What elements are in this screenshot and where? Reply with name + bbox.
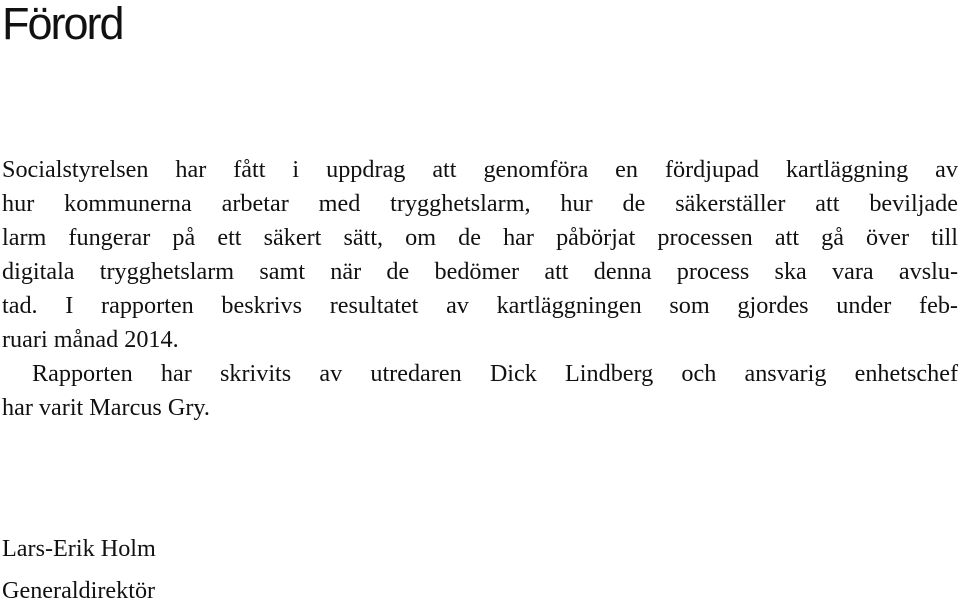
text-line: larm fungerar på ett säkert sätt, om de har påbörjat processen att gå över till [2, 224, 958, 251]
signatory-name: Lars-Erik Holm [2, 535, 156, 562]
text-line: tad. I rapporten beskrivs resultatet av kartläggningen som gjordes under feb- [2, 292, 958, 319]
foreword-body [2, 153, 958, 425]
text-line: Socialstyrelsen har fått i uppdrag att genomföra en fördjupad kartläggning av [2, 156, 958, 183]
text-line: Rapporten har skrivits av utredaren Dick Lindberg och ansvarig enhetschef [32, 360, 958, 387]
signature-block [2, 528, 156, 612]
text-line: ruari månad 2014. [2, 326, 179, 353]
page-title: Förord [2, 0, 123, 49]
text-line: hur kommunerna arbetar med trygghetslarm, hur de säkerställer att beviljade [2, 190, 958, 217]
paragraph-2 [2, 357, 958, 425]
text-line: digitala trygghetslarm samt när de bedömer att denna process ska vara avslu- [2, 258, 958, 285]
paragraph-1 [2, 153, 958, 357]
text-line: har varit Marcus Gry. [2, 394, 210, 421]
signatory-title: Generaldirektör [2, 577, 156, 604]
